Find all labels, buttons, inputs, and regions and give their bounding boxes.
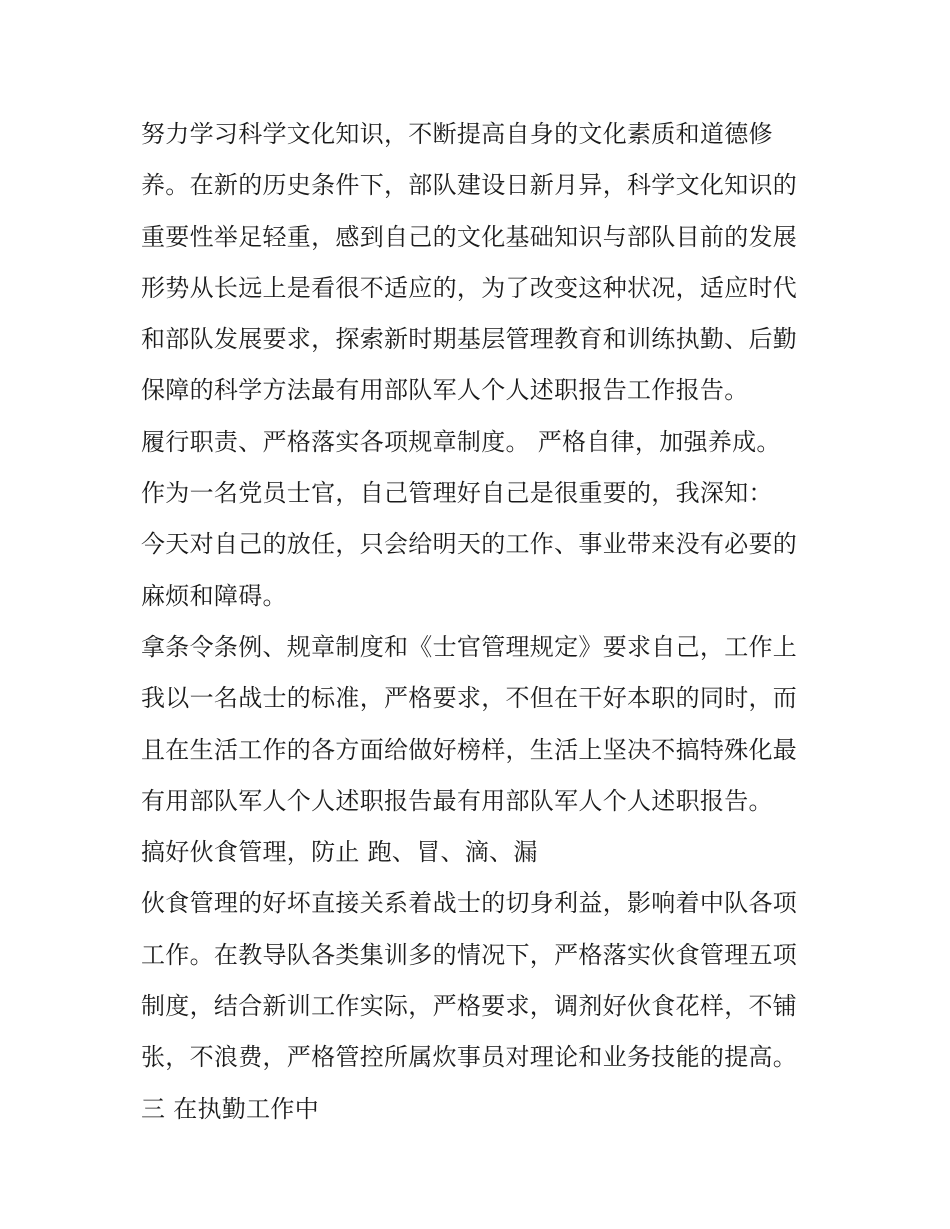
text-line: 制度，结合新训工作实际，严格要求，调剂好伙食花样，不铺	[141, 992, 798, 1021]
text-line: 形势从长远上是看很不适应的，为了改变这种状况，适应时代	[141, 273, 798, 302]
text-line: 且在生活工作的各方面给做好榜样，生活上坚决不搞特殊化最	[141, 735, 798, 764]
text-line: 努力学习科学文化知识，不断提高自身的文化素质和道德修	[141, 120, 773, 148]
text-line: 麻烦和障碍。	[141, 581, 287, 610]
text-line: 今天对自己的放任，只会给明天的工作、事业带来没有必要的	[141, 530, 798, 559]
text-line: 张，不浪费，严格管控所属炊事员对理论和业务技能的提高。	[141, 1043, 798, 1072]
text-line: 履行职责、严格落实各项规章制度。 严格自律，加强养成。	[141, 427, 781, 456]
text-line: 有用部队军人个人述职报告最有用部队军人个人述职报告。	[141, 786, 773, 815]
text-line: 保障的科学方法最有用部队军人个人述职报告工作报告。	[141, 376, 749, 405]
text-line: 拿条令条例、规章制度和《士官管理规定》要求自己，工作上	[141, 632, 798, 661]
text-line: 重要性举足轻重，感到自己的文化基础知识与部队目前的发展	[141, 222, 798, 251]
text-line: 我以一名战士的标准，严格要求，不但在干好本职的同时，而	[141, 684, 798, 713]
section-heading: 搞好伙食管理，防止 跑、冒、滴、漏	[141, 838, 538, 867]
text-line: 工作。在教导队各类集训多的情况下，严格落实伙食管理五项	[141, 940, 798, 969]
document-body	[141, 109, 821, 1135]
text-line: 作为一名党员士官，自己管理好自己是很重要的，我深知：	[141, 479, 773, 508]
section-heading: 三 在执勤工作中	[141, 1094, 320, 1123]
text-line: 养。在新的历史条件下，部队建设日新月异，科学文化知识的	[141, 171, 798, 200]
text-line: 伙食管理的好坏直接关系着战士的切身利益，影响着中队各项	[141, 889, 798, 918]
text-line: 和部队发展要求，探索新时期基层管理教育和训练执勤、后勤	[141, 325, 798, 354]
